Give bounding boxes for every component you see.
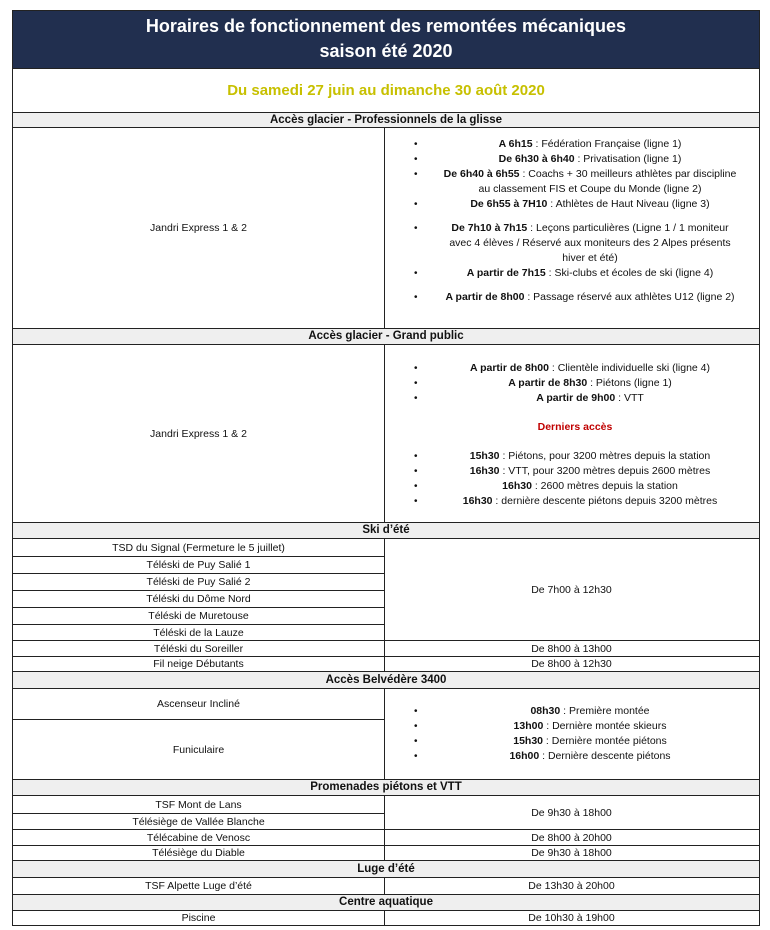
list-item: • 16h30 : VTT, pour 3200 mètres depuis 2600 mètres <box>384 464 759 479</box>
list-item: • A partir de 9h00 : VTT <box>384 391 759 406</box>
lift-name: TSD du Signal (Fermeture le 5 juillet) <box>112 541 285 554</box>
lift-name: Téléski du Soreiller <box>13 640 384 656</box>
hours: De 8h00 à 20h00 <box>384 829 759 845</box>
section-title-public: Accès glacier - Grand public <box>13 328 759 345</box>
lift-name: Ascenseur Incliné <box>157 698 240 710</box>
hours: De 10h30 à 19h00 <box>528 912 615 924</box>
section-title-promenades: Promenades piétons et VTT <box>13 779 759 796</box>
lift-name: Funiculaire <box>13 719 384 779</box>
list-item: • De 6h55 à 7H10 : Athlètes de Haut Niveau (ligne 3) <box>384 197 759 212</box>
section-title-pro: Accès glacier - Professionnels de la glisse <box>13 112 759 128</box>
list-item: • A partir de 7h15 : Ski-clubs et écoles de ski (ligne 4) <box>384 266 759 281</box>
lift-name: Téléski du Dôme Nord <box>13 590 384 607</box>
title-line-1: Horaires de fonctionnement des remontées mécaniques <box>145 16 627 36</box>
section-title-belvedere: Accès Belvédère 3400 <box>13 671 759 689</box>
lift-name: Téléski de Puy Salié 1 <box>13 556 384 573</box>
list-item: • 15h30 : Piétons, pour 3200 mètres depuis la station <box>384 449 759 464</box>
lift-name: Télésiège du Diable <box>13 845 384 860</box>
schedule-sheet <box>12 10 760 926</box>
list-item: • A partir de 8h30 : Piétons (ligne 1) <box>384 376 759 391</box>
lift-name: Piscine <box>181 912 216 924</box>
list-item: • A partir de 8h00 : Passage réservé aux athlètes U12 (ligne 2) <box>384 290 759 305</box>
title-line-2: saison été 2020 <box>319 41 453 61</box>
list-item: • 08h30 : Première montée <box>384 704 759 719</box>
list-item: • 16h30 : 2600 mètres depuis la station <box>384 479 759 494</box>
date-range: Du samedi 27 juin au dimanche 30 août 2020 <box>13 68 759 113</box>
section-title-aqua: Centre aquatique <box>13 894 759 911</box>
lift-name: Téléski de Muretouse <box>13 607 384 624</box>
lift-name: Jandri Express 1 & 2 <box>150 222 247 234</box>
list-item: • De 6h40 à 6h55 : Coachs + 30 meilleurs athlètes par discipline au classement FIS et Coupe du Monde (ligne 2) <box>384 167 759 197</box>
last-access-label: Derniers accès <box>537 421 613 433</box>
list-item: • De 7h10 à 7h15 : Leçons particulières (Ligne 1 / 1 moniteur avec 4 élèves / Réservé aux moniteurs des 2 Alpes présents hiver et été) <box>384 221 759 266</box>
list-item: • 16h00 : Dernière descente piétons <box>384 749 759 764</box>
lift-name: Téléski de Puy Salié 2 <box>13 573 384 590</box>
hours: De 9h30 à 18h00 <box>531 806 612 819</box>
list-item: • 13h00 : Dernière montée skieurs <box>384 719 759 734</box>
lift-name: TSF Alpette Luge d’été <box>145 880 252 892</box>
hours: De 13h30 à 20h00 <box>528 880 615 892</box>
list-item: • 16h30 : dernière descente piétons depuis 3200 mètres <box>384 494 759 509</box>
lift-name: Téléski de la Lauze <box>13 624 384 640</box>
hours: De 9h30 à 18h00 <box>384 845 759 860</box>
pro-schedule <box>384 128 759 328</box>
belvedere-schedule <box>384 689 759 779</box>
section-title-ski: Ski d’été <box>13 522 759 539</box>
lift-name: Jandri Express 1 & 2 <box>150 427 247 440</box>
hours: De 8h00 à 13h00 <box>384 640 759 656</box>
lift-name: Télécabine de Venosc <box>13 829 384 845</box>
page-title <box>13 11 759 68</box>
lift-name: Fil neige Débutants <box>13 656 384 671</box>
hours: De 8h00 à 12h30 <box>384 656 759 671</box>
list-item: • De 6h30 à 6h40 : Privatisation (ligne 1) <box>384 152 759 167</box>
list-item: • 15h30 : Dernière montée piétons <box>384 734 759 749</box>
list-item: • A 6h15 : Fédération Française (ligne 1) <box>384 137 759 152</box>
lift-name: TSF Mont de Lans <box>155 798 242 811</box>
public-schedule <box>384 345 759 522</box>
section-title-luge: Luge d’été <box>13 860 759 878</box>
hours: De 7h00 à 12h30 <box>531 583 612 596</box>
list-item: • A partir de 8h00 : Clientèle individuelle ski (ligne 4) <box>384 361 759 376</box>
lift-name: Télésiège de Vallée Blanche <box>13 813 384 829</box>
